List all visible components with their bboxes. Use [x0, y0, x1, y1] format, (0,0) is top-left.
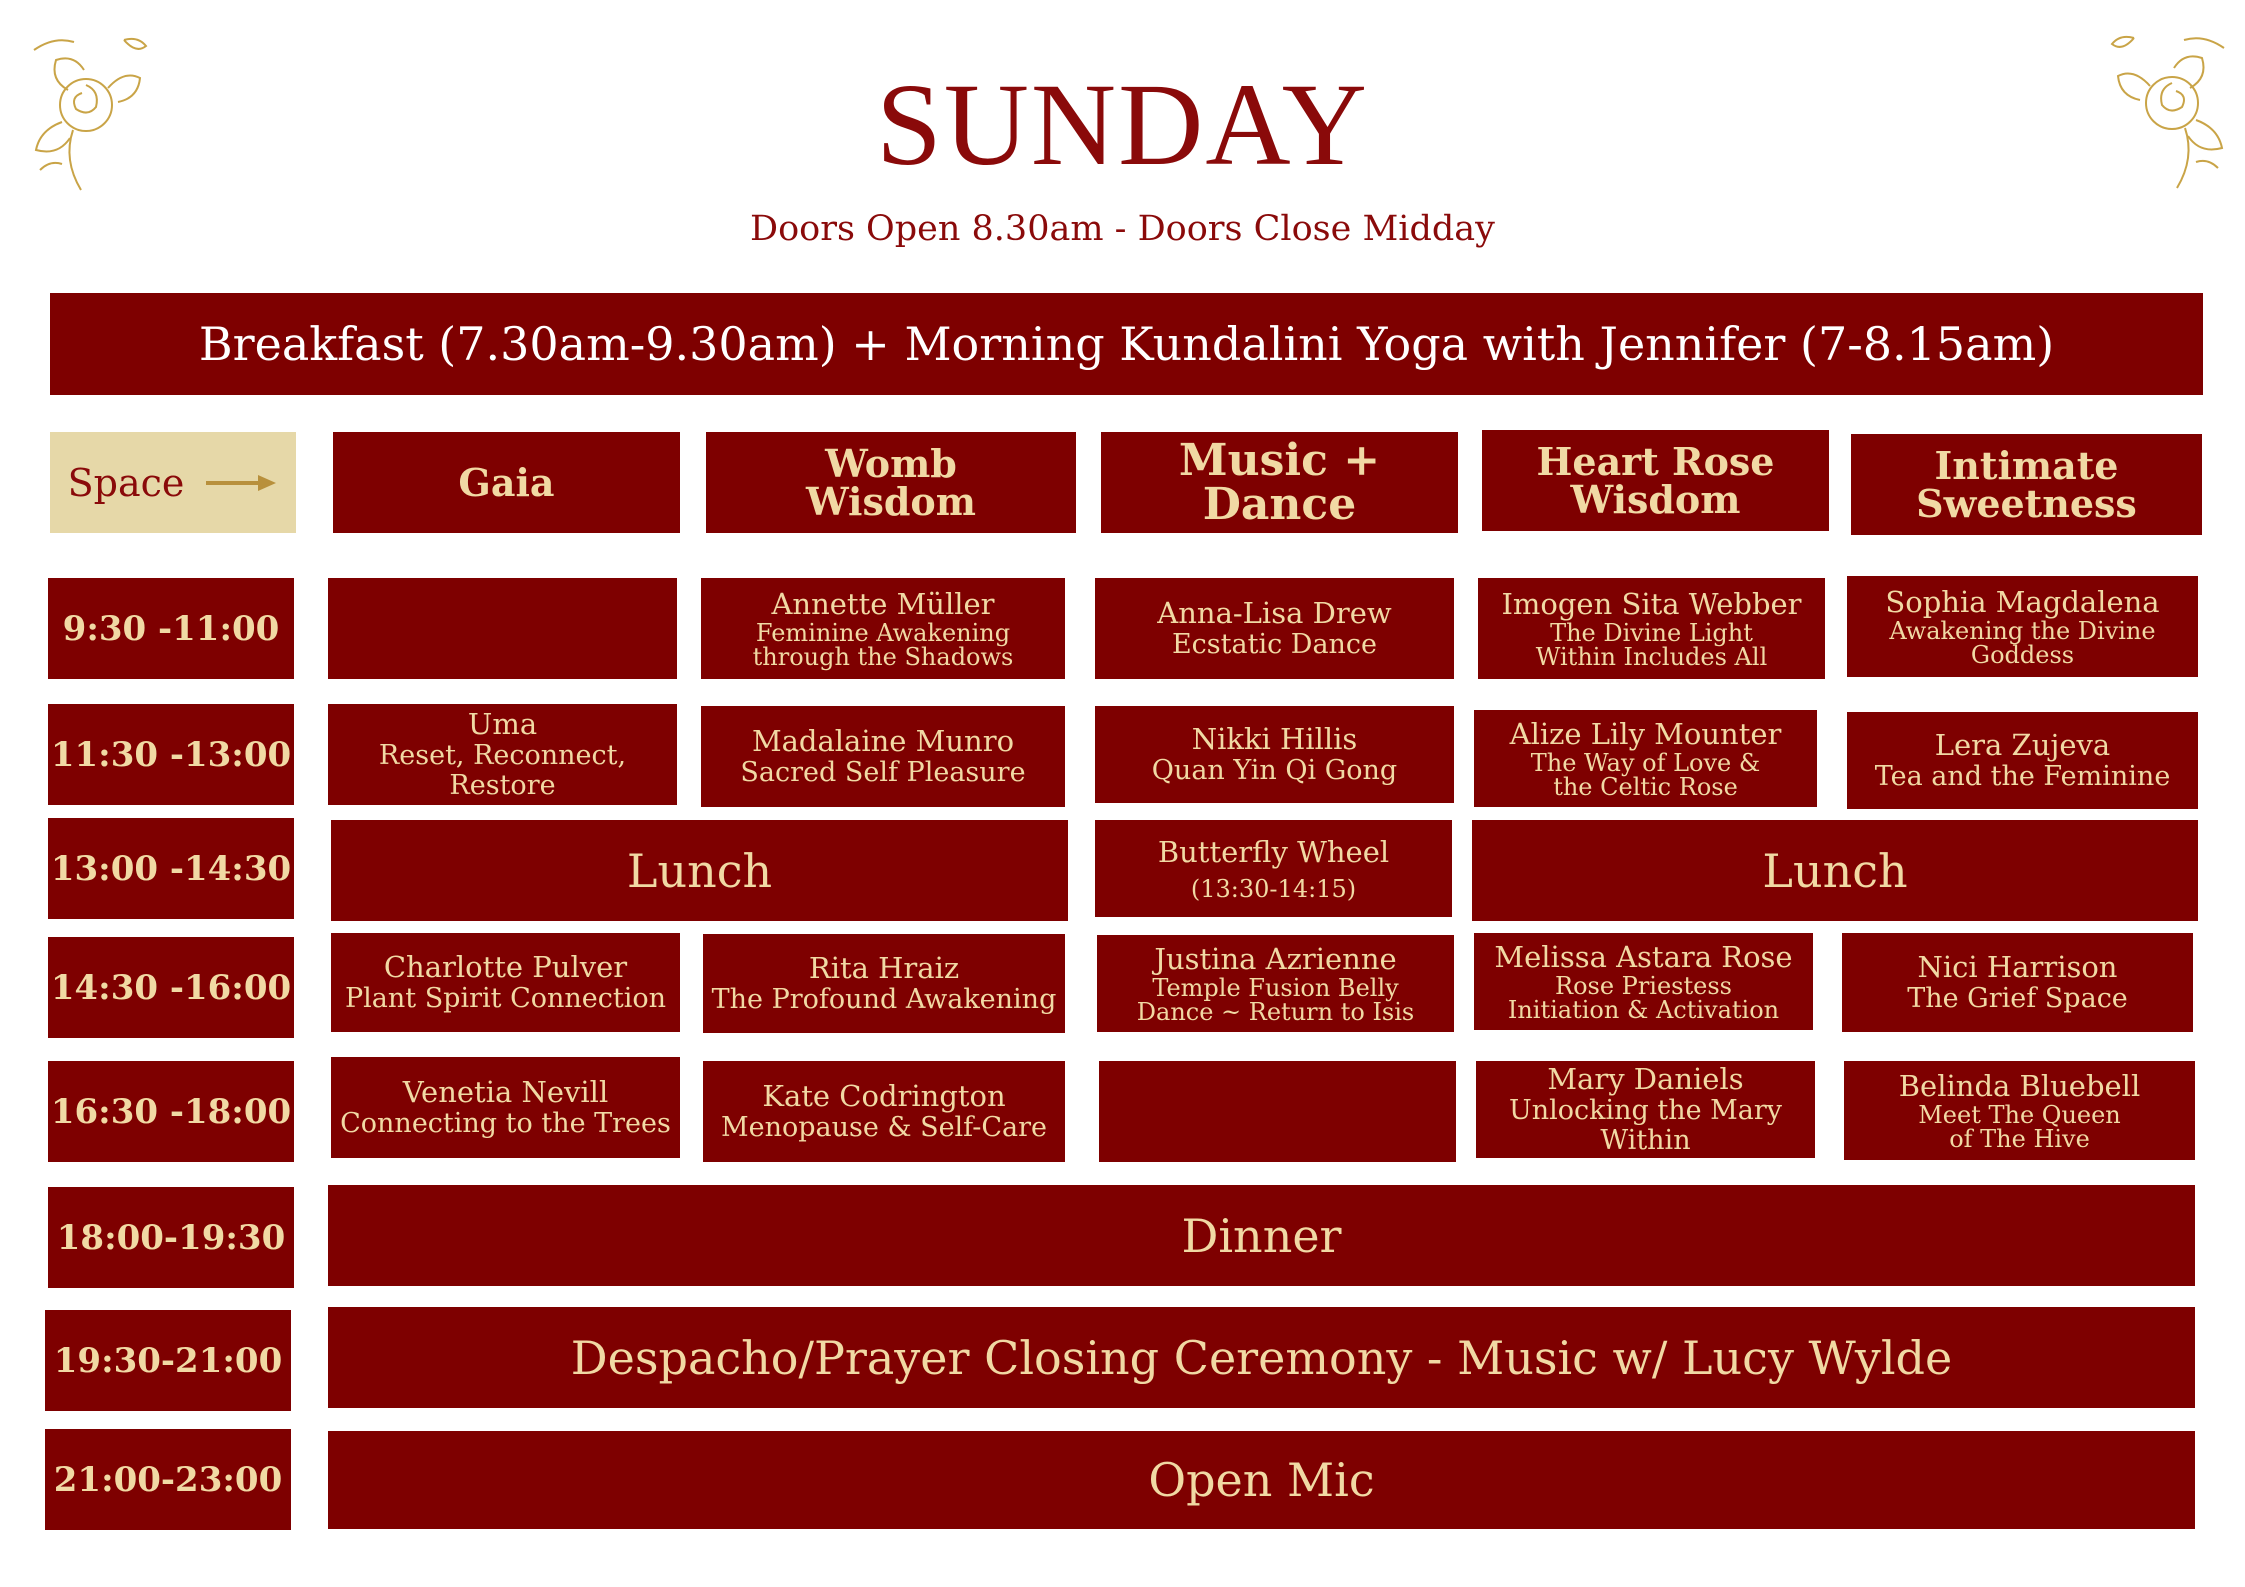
session-title: Awakening the Divine Goddess — [1889, 617, 2156, 670]
time-slot — [48, 578, 294, 679]
facilitator-name: Lera Zujeva — [1934, 727, 2111, 762]
session-title: Quan Yin Qi Gong — [1151, 755, 1398, 787]
session-title: Meet The Queen of The Hive — [1918, 1101, 2121, 1154]
lunch-label: Lunch — [1762, 843, 1908, 898]
session-card — [1847, 576, 2198, 677]
lunch-block — [331, 820, 1068, 921]
session-title: Menopause & Self-Care — [721, 1112, 1047, 1144]
facilitator-name: Imogen Sita Webber — [1501, 586, 1802, 621]
session-title: The Grief Space — [1907, 983, 2128, 1015]
session-title: Unlocking the Mary Within — [1508, 1095, 1783, 1157]
open-mic-label: Open Mic — [1148, 1453, 1375, 1507]
facilitator-name: Melissa Astara Rose — [1494, 939, 1793, 974]
facilitator-name: Kate Codrington — [762, 1078, 1006, 1113]
session-card — [1095, 578, 1454, 679]
session-card — [331, 1057, 680, 1158]
time-slot-label: 19:30-21:00 — [53, 1340, 283, 1381]
session-card — [701, 578, 1065, 679]
facilitator-name: Charlotte Pulver — [383, 949, 628, 984]
session-title: The Profound Awakening — [711, 984, 1057, 1016]
time-slot-label: 16:30 -18:00 — [50, 1091, 292, 1132]
session-title: Plant Spirit Connection — [344, 983, 667, 1015]
space-label — [50, 432, 296, 533]
time-slot — [48, 1187, 294, 1288]
time-slot-label: 13:00 -14:30 — [50, 848, 292, 889]
facilitator-name: Butterfly Wheel — [1157, 834, 1390, 869]
time-slot-label: 21:00-23:00 — [53, 1459, 283, 1500]
space-header-label: Music + Dance — [1178, 434, 1381, 530]
open-mic-block — [328, 1431, 2195, 1529]
space-header-label: Gaia — [458, 459, 555, 505]
session-card — [1476, 1061, 1815, 1158]
facilitator-name: Madalaine Munro — [751, 723, 1015, 758]
time-slot — [48, 704, 294, 805]
session-card — [1478, 578, 1825, 679]
session-card — [1095, 706, 1454, 803]
time-slot — [45, 1310, 291, 1411]
session-card — [1095, 820, 1452, 917]
time-slot — [48, 818, 294, 919]
facilitator-name: Nikki Hillis — [1191, 721, 1358, 756]
time-slot — [48, 937, 294, 1038]
session-card — [703, 1061, 1065, 1162]
session-title: Reset, Reconnect, Restore — [378, 740, 627, 802]
space-header-gaia — [333, 432, 680, 533]
session-title: Connecting to the Trees — [340, 1108, 671, 1140]
session-title: The Way of Love & the Celtic Rose — [1530, 749, 1761, 802]
session-card — [1844, 1061, 2195, 1160]
facilitator-name: Nici Harrison — [1917, 949, 2118, 984]
session-card — [1097, 935, 1454, 1032]
space-header-line: Womb — [825, 440, 957, 486]
space-header-line: Wisdom — [1570, 476, 1741, 522]
space-header-line: Sweetness — [1916, 480, 2137, 526]
time-slot-label: 11:30 -13:00 — [50, 734, 292, 775]
space-header-line: Heart Rose — [1536, 438, 1775, 484]
session-card — [331, 933, 680, 1032]
session-title: The Divine Light Within Includes All — [1535, 619, 1768, 672]
session-card — [701, 706, 1065, 807]
facilitator-name: Annette Müller — [771, 586, 995, 621]
facilitator-name: Anna-Lisa Drew — [1157, 595, 1392, 630]
time-slot-label: 18:00-19:30 — [56, 1217, 286, 1258]
session-card — [1842, 933, 2193, 1032]
arrow-right-icon — [204, 473, 278, 493]
session-title: Ecstatic Dance — [1171, 629, 1378, 661]
session-empty — [328, 578, 677, 679]
space-header-line: Wisdom — [806, 478, 976, 524]
facilitator-name: Belinda Bluebell — [1898, 1068, 2141, 1103]
facilitator-name: Rita Hraiz — [808, 950, 960, 985]
facilitator-name: Venetia Nevill — [402, 1074, 609, 1109]
facilitator-name: Mary Daniels — [1547, 1062, 1744, 1097]
session-card — [703, 934, 1065, 1033]
lunch-label: Lunch — [626, 843, 773, 898]
breakfast-banner — [50, 293, 2203, 395]
facilitator-name: Justina Azrienne — [1154, 941, 1397, 976]
banner-text: Breakfast (7.30am-9.30am) + Morning Kundalini Yoga with Jennifer (7-8.15am) — [198, 317, 2055, 371]
page-title: SUNDAY — [876, 59, 1369, 190]
session-card — [328, 704, 677, 805]
session-card — [1847, 712, 2198, 809]
session-time: (13:30-14:15) — [1190, 875, 1357, 904]
dinner-label: Dinner — [1181, 1208, 1342, 1263]
space-header-womb-wisdom — [706, 432, 1076, 533]
session-title: Tea and the Feminine — [1874, 761, 2171, 793]
lunch-block — [1472, 820, 2198, 921]
session-title: Temple Fusion Belly Dance ~ Return to Isis — [1136, 974, 1415, 1027]
session-card — [1474, 710, 1817, 807]
facilitator-name: Alize Lily Mounter — [1509, 716, 1782, 751]
dinner-block — [328, 1185, 2195, 1286]
closing-ceremony-label: Despacho/Prayer Closing Ceremony - Music w/ Lucy Wylde — [570, 1330, 1953, 1385]
space-header-line: Intimate — [1934, 442, 2119, 488]
space-label-text: Space — [67, 460, 185, 505]
facilitator-name: Uma — [467, 707, 538, 742]
session-title: Sacred Self Pleasure — [740, 757, 1026, 789]
space-header-music-dance — [1101, 432, 1458, 533]
time-slot-label: 14:30 -16:00 — [50, 967, 292, 1008]
time-slot — [45, 1429, 291, 1530]
time-slot — [48, 1061, 294, 1162]
facilitator-name: Sophia Magdalena — [1885, 584, 2160, 619]
space-header-intimate-sweetness — [1851, 434, 2202, 535]
time-slot-label: 9:30 -11:00 — [62, 608, 280, 649]
space-header-heart-rose-wisdom — [1482, 430, 1829, 531]
session-title: Feminine Awakening through the Shadows — [752, 619, 1014, 672]
closing-ceremony-block — [328, 1307, 2195, 1408]
session-card — [1474, 933, 1813, 1030]
page-subtitle: Doors Open 8.30am - Doors Close Midday — [750, 209, 1495, 249]
session-empty — [1099, 1061, 1456, 1162]
session-title: Rose Priestess Initiation & Activation — [1507, 972, 1780, 1025]
